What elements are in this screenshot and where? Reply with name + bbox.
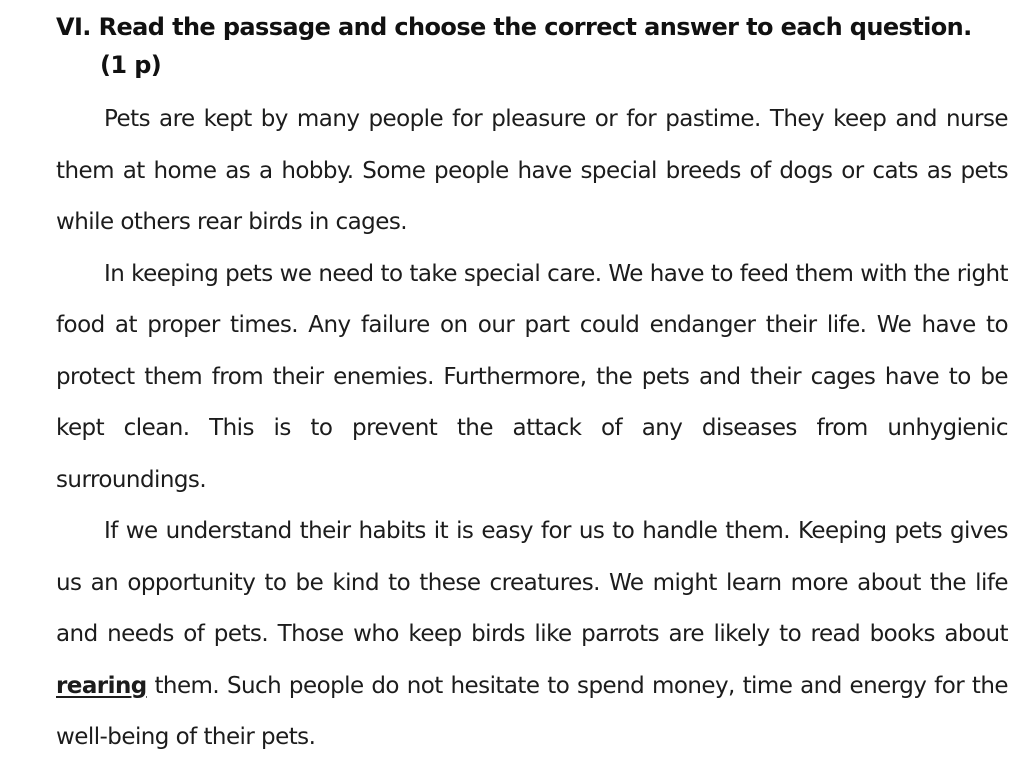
passage-paragraph-1: Pets are kept by many people for pleasure or for pastime. They keep and nurse them at home as a hobby. Some people have special breeds of dogs or cats as pets while others rear birds in cages. [56, 106, 1008, 235]
paragraph-3-text-after: them. Such people do not hesitate to spend money, time and energy for the well-being of their pets. [56, 672, 1008, 750]
worksheet-page [56, 8, 1008, 764]
paragraph-3-text-before: If we understand their habits it is easy for us to handle them. Keeping pets gives us an opportunity to be kind to these creatures. We might learn more about the life and needs of pets. Those who keep birds like parrots are likely to read books about [56, 518, 1008, 647]
exercise-instruction: VI. Read the passage and choose the correct answer to each question. [56, 13, 972, 41]
passage-paragraph-2: In keeping pets we need to take special care. We have to feed them with the right food at proper times. Any failure on our part could endanger their life. We have to protect them from their enemies. Furthermore, the pets and their cages have to be kept clean. This is to prevent the attack of any diseases from unhygienic surroundings. [56, 260, 1008, 493]
passage-paragraph-3 [56, 506, 1008, 764]
reading-passage [56, 94, 1008, 764]
exercise-points: (1 p) [100, 51, 162, 79]
exercise-heading [56, 8, 1008, 84]
underlined-word: rearing [56, 672, 147, 699]
